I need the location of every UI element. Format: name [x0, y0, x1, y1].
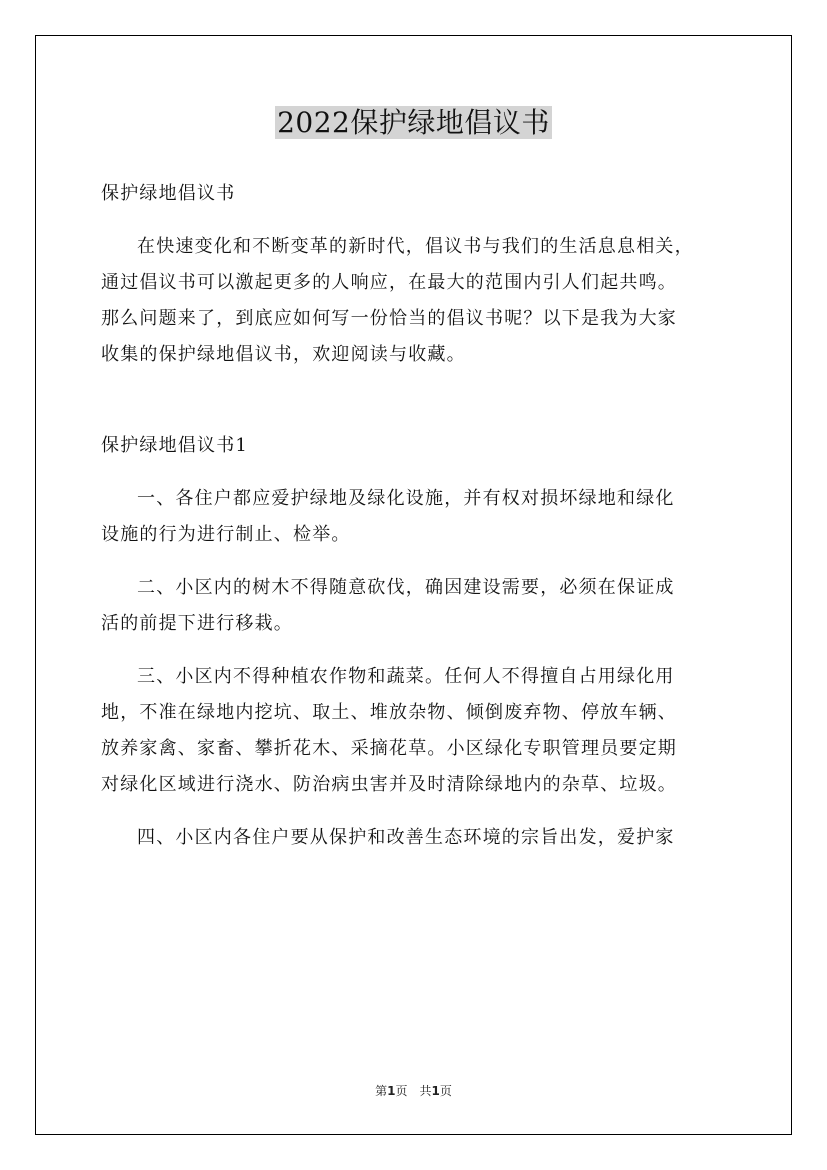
item-paragraph-4: [101, 820, 741, 856]
spacer: [101, 464, 741, 481]
intro-line: 在快速变化和不断变革的新时代，倡议书与我们的生活息息相关，: [137, 236, 694, 257]
item-line: 四、小区内各住户要从保护和改善生态环境的宗旨出发，爱护家: [137, 827, 675, 848]
spacer: [101, 373, 741, 428]
intro-line: 通过倡议书可以激起更多的人响应，在最大的范围内引人们起共鸣。: [101, 272, 677, 293]
document-body: [101, 176, 741, 856]
spacer: [101, 553, 741, 570]
footer-page-prefix: 第: [375, 1084, 388, 1098]
page-footer: [0, 1082, 827, 1100]
item-paragraph-1: [101, 481, 741, 553]
intro-line: 收集的保护绿地倡议书，欢迎阅读与收藏。: [101, 344, 466, 365]
intro-line: 那么问题来了，到底应如何写一份恰当的倡议书呢？以下是我为大家: [101, 308, 677, 329]
document-title: [0, 104, 827, 142]
item-line: 活的前提下进行移栽。: [101, 613, 293, 634]
document-subtitle: 保护绿地倡议书: [101, 183, 236, 204]
footer-page-total: 1: [431, 1084, 440, 1098]
item-line: 一、各住户都应爱护绿地及绿化设施，并有权对损坏绿地和绿化: [137, 488, 675, 509]
item-paragraph-3: [101, 659, 741, 803]
footer-page-suffix: 页: [439, 1084, 452, 1098]
item-line: 地，不准在绿地内挖坑、取土、堆放杂物、倾倒废弃物、停放车辆、: [101, 702, 677, 723]
footer-page-number: 1: [387, 1084, 396, 1098]
item-paragraph-2: [101, 570, 741, 642]
footer-page-mid: 页 共: [395, 1084, 432, 1098]
item-line: 三、小区内不得种植农作物和蔬菜。任何人不得擅自占用绿化用: [137, 666, 675, 687]
section-heading: 保护绿地倡议书1: [101, 435, 249, 456]
item-line: 对绿化区域进行浇水、防治病虫害并及时清除绿地内的杂草、垃圾。: [101, 774, 677, 795]
intro-paragraph: [101, 229, 741, 373]
spacer: [101, 642, 741, 659]
item-line: 二、小区内的树木不得随意砍伐，确因建设需要，必须在保证成: [137, 577, 675, 598]
spacer: [101, 212, 741, 229]
item-line: 放养家禽、家畜、攀折花木、采摘花草。小区绿化专职管理员要定期: [101, 738, 677, 759]
item-line: 设施的行为进行制止、检举。: [101, 524, 351, 545]
document-title-text: 2022保护绿地倡议书: [277, 106, 550, 139]
spacer: [101, 803, 741, 820]
